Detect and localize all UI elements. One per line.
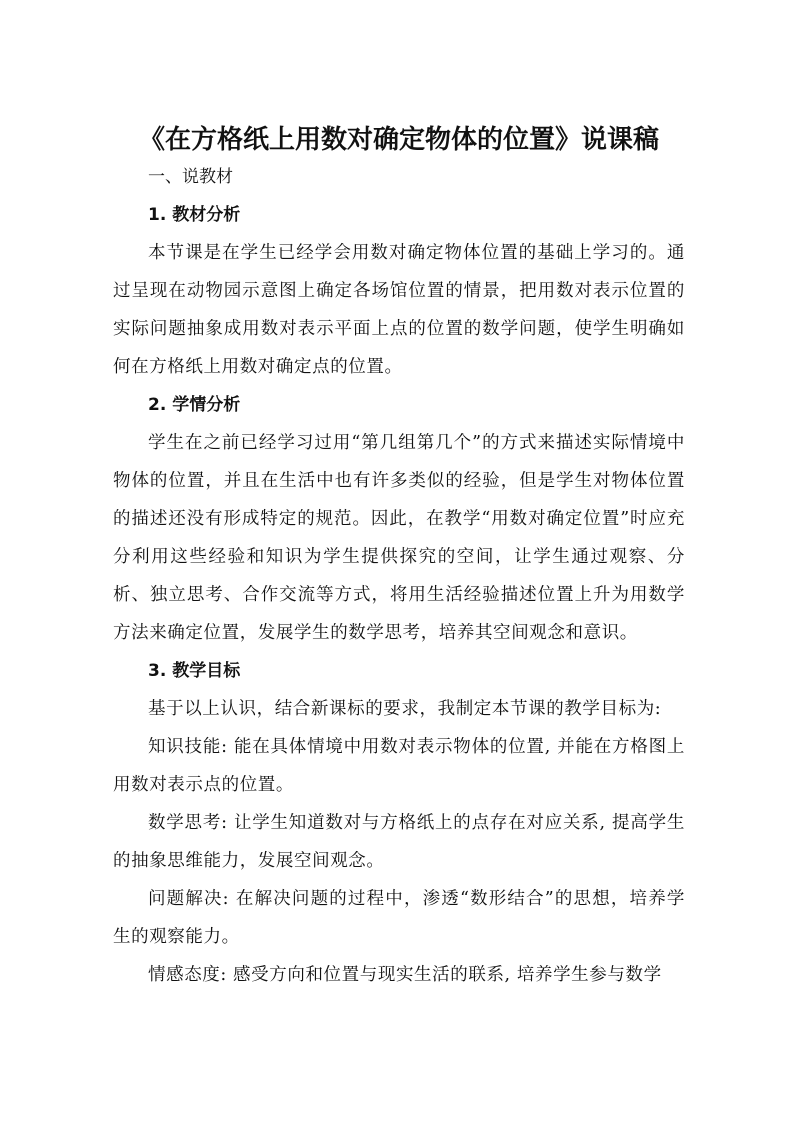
subsection-heading-student-analysis: 2. 学情分析 <box>148 395 241 415</box>
paragraph-goal-knowledge: 知识技能: 能在具体情境中用数对表示物体的位置, 并能在方格图上用数对表示点的位置。 <box>113 737 685 795</box>
paragraph-student-analysis: 学生在之前已经学习过用“第几组第几个”的方式来描述实际情境中物体的位置，并且在生活中也有许多类似的经验，但是学生对物体位置的描述还没有形成特定的规范。因此，在教学“用数对确定位置”时应充分利用这些经验和知识为学生提供探究的空间，让学生通过观察、分析、独立思考、合作交流等方式，将用生活经验描述位置上升为用数学方法来确定位置，发展学生的数学思考，培养其空间观念和意识。 <box>113 433 685 643</box>
document-page <box>113 118 685 994</box>
document-title: 《在方格纸上用数对确定物体的位置》说课稿 <box>138 125 659 155</box>
section-heading-1: 一、说教材 <box>148 167 233 187</box>
paragraph-goal-problem-solving: 问题解决: 在解决问题的过程中，渗透“数形结合”的思想，培养学生的观察能力。 <box>113 889 685 947</box>
subsection-heading-textbook-analysis: 1. 教材分析 <box>148 205 241 225</box>
paragraph-goal-thinking: 数学思考: 让学生知道数对与方格纸上的点存在对应关系, 提高学生的抽象思维能力，发展空间观念。 <box>113 813 685 871</box>
paragraph-goals-intro: 基于以上认识，结合新课标的要求，我制定本节课的教学目标为: <box>148 699 662 719</box>
subsection-heading-teaching-goals: 3. 教学目标 <box>148 661 241 681</box>
paragraph-textbook-analysis: 本节课是在学生已经学会用数对确定物体位置的基础上学习的。通过呈现在动物园示意图上确定各场馆位置的情景，把用数对表示位置的实际问题抽象成用数对表示平面上点的位置的数学问题，使学生明确如何在方格纸上用数对确定点的位置。 <box>113 243 685 377</box>
paragraph-goal-attitude: 情感态度: 感受方向和位置与现实生活的联系, 培养学生参与数学 <box>148 965 662 985</box>
